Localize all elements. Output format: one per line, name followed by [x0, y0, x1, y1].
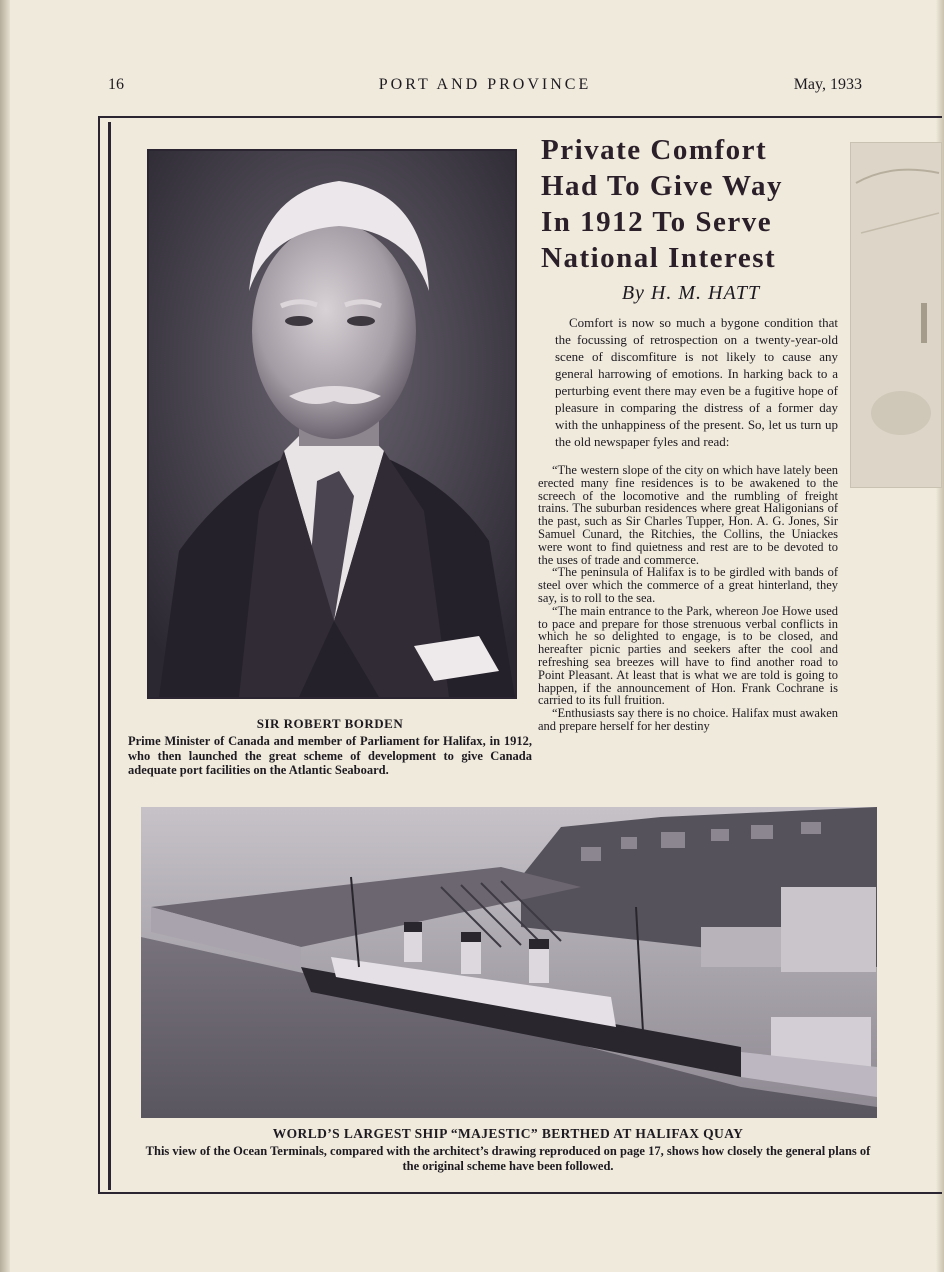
- headline-line: Private Comfort: [541, 134, 768, 166]
- page-binding-edge: [0, 0, 10, 1272]
- harbor-photo-caption: [140, 1126, 876, 1173]
- publication-title: PORT AND PROVINCE: [378, 76, 592, 93]
- harbor-caption-title: WORLD’S LARGEST SHIP “MAJESTIC” BERTHED AT HALIFAX QUAY: [272, 1126, 744, 1141]
- adjacent-page-clipping: [850, 142, 942, 488]
- harbor-photo: [141, 807, 877, 1118]
- frame-inner-rule: [108, 122, 111, 1190]
- article-paragraph: “Enthusiasts say there is no choice. Halifax must awaken and prepare herself for her destiny: [538, 706, 838, 733]
- article-intro: Comfort is now so much a bygone condition that the focussing of retrospection on a twenty-year-old scene of discomfiture is not likely to cause any general harrowing of emotions. In harking back to a perturbing event there may even be a fugitive hope of pleasure in comparing the distress of a former day with the unhappiness of the present. So, let us turn up the old newspaper fyles and read:: [555, 315, 838, 449]
- portrait-caption: [128, 716, 532, 778]
- portrait-caption-text: Prime Minister of Canada and member of Parliament for Halifax, in 1912, who then launched the great scheme of development to give Canada adequate port facilities on the Atlantic Seaboard.: [128, 734, 532, 777]
- article-headline: [541, 132, 841, 276]
- article-paragraph: “The main entrance to the Park, whereon Joe Howe used to pace and prepare for those strenuous verbal conflicts in which he so delighted to engage, is to be closed, and hereafter picnic parties and seekers after the cool and refreshing sea breezes will have to find another road to Point Pleasant. At least that is what we are told is going to happen, if the announcement of Hon. Frank Cochrane is carried to its full fruition.: [538, 603, 838, 708]
- running-header: [108, 76, 862, 96]
- headline-line: In 1912 To Serve: [541, 206, 773, 238]
- headline-line: Had To Give Way: [541, 170, 783, 202]
- byline: By H. M. HATT: [621, 282, 761, 304]
- article-paragraph: “The western slope of the city on which have lately been erected many fine residences is to be awakened to the screech of the locomotive and the rumbling of freight trains. The suburban residences where great Haligonians of the past, such as Sir Charles Tupper, Hon. A. G. Jones, Sir Samuel Cunard, the Ritchies, the Collins, the Uniackes were wont to find quietness and rest are to be devoted to the uses of trade and commerce.: [538, 463, 838, 567]
- headline-line: National Interest: [541, 242, 777, 274]
- harbor-caption-text: This view of the Ocean Terminals, compared with the architect’s drawing reproduced on page 17, shows how closely the general plans of the original scheme have been followed.: [145, 1144, 871, 1173]
- article-paragraph: “The peninsula of Halifax is to be girdled with bands of steel over which the commerce of a great hinterland, they say, is to roll to the sea.: [538, 565, 838, 605]
- page-number: 16: [108, 76, 124, 93]
- portrait-caption-title: SIR ROBERT BORDEN: [256, 716, 404, 731]
- article-body: [538, 464, 838, 733]
- issue-date: May, 1933: [793, 76, 862, 93]
- portrait-photo: [147, 149, 517, 699]
